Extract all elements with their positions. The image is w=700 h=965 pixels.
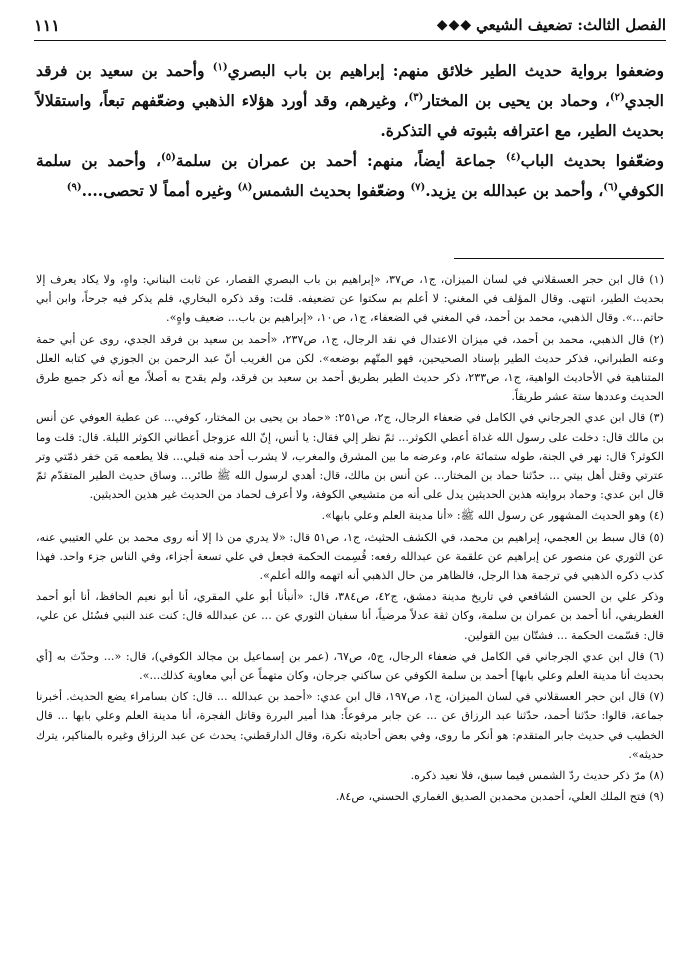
footnote-ref[interactable]: (٧) bbox=[410, 181, 426, 193]
body-text: جماعة أيضاً، منهم: أحمد بن عمران بن سلمة bbox=[175, 151, 506, 170]
footnote-ref[interactable]: (٤) bbox=[505, 151, 521, 163]
main-text bbox=[36, 56, 664, 206]
footnote-item: (٨) مرّ ذكر حديث ردّ الشمس فيما سبق، فلا نعيد ذكره. bbox=[410, 769, 664, 783]
footnote-item: (٩) فتح الملك العلي، أحمدبن محمدبن الصديق الغماري الحسني، ص٨٤. bbox=[335, 790, 664, 804]
body-text: وضعفوا برواية حديث الطير خلائق منهم: إبراهيم بن باب البصري bbox=[227, 61, 664, 80]
body-text: ، وأحمد بن سلمة الكوفي bbox=[36, 151, 664, 200]
footnote-divider bbox=[454, 258, 664, 259]
footnote-ref[interactable]: (٢) bbox=[609, 91, 625, 103]
body-text: وأحمد بن سعيد بن فرقد الجدي bbox=[36, 61, 664, 110]
footnote-item: (٢) قال الذهبي، محمد بن أحمد، في ميزان الاعتدال في نقد الرجال، ج١، ص٢٣٧، «أحمد بن سعيد بن فرقد الجدي، روى عن أبي حمة وعنه الطبراني، فذكر حديث الطير بإسناد الصحيحين، فهو المتّهم بوضعه». لكن من الغريب أنّ عبد الرحمن بن الجوزي في كتابه العلل المتناهية في الأحاديث الواهية، ج١، ص٢٣٣، ذكر حديث الطير بطريق أحمد بن سعيد بن فرقد، ولم يقدح به أصلاً، مع أنه ذكر جميع طرق الحديث وعددها ستة عشر طريقاً. bbox=[36, 332, 664, 404]
page-number: ١١١ bbox=[34, 15, 60, 35]
footnote-item: (١) قال ابن حجر العسقلاني في لسان الميزان، ج١، ص٣٧، «إبراهيم بن باب البصري القصار، عن ثابت البناني: واهٍ، ولا يكاد يعرف إلا بحديث الطير، انتهى. وقال المؤلف في المغني: لا أعلم بم سكتوا عن تضعيفه. قلت: وقد ذكره البخاري، فلم يذكر فيه جرحاً، وابن أبي حاتم...». وقال الذهبي، محمد بن أحمد، في المغني في الضعفاء، ج١، ص١٠، «إبراهيم بن باب... ضعيف واهٍ». bbox=[36, 273, 664, 325]
running-header bbox=[34, 10, 666, 41]
footnote-ref[interactable]: (٥) bbox=[161, 151, 176, 163]
chapter-title-text: الفصل الثالث: تضعيف الشيعي bbox=[476, 16, 666, 34]
diamond-ornament-icon: ◆◆◆ bbox=[436, 17, 473, 33]
footnote-item: (٥) قال سبط بن العجمي، إبراهيم بن محمد، في الكشف الحثيث، ج١، ص٥١ قال: «لا يدري من ذا إلا أنه روى محمد بن علي العتيبي عنه، عن الثوري عن منصور عن إبراهيم عن علقمة عن عبدالله رفعه: قُسِمت الحكمة فجعل في علي تسعة أجزاء، وفي الناس جزء واحد. فهذا كذب ذكره الذهبي في ترجمة هذا الرجل، فالظاهر من حال الذهبي أنه اتهمه والله أعلم». bbox=[36, 530, 664, 583]
footnote-ref[interactable]: (٨) bbox=[237, 181, 253, 193]
footnote-item: (٧) قال ابن حجر العسقلاني في لسان الميزان، ج١، ص١٩٧، قال ابن عدي: «أحمد بن عبدالله ... قال: كان بسامراء يضع الحديث. أخبرنا جماعة، قالوا: حدّثنا أحمد، حدّثنا عبد الرزاق عن ... عن جابر مرفوعاً: هذا أمير البررة وقاتل الفجرة، أنا مدينة العلم وعلي بابها ... قال الخطيب في حديث جابر المتقدم: هو أنكر ما روى، وفي بعض أحاديثه نكرة، وقال الدارقطني: يحدث عن عبد الرزاق وغيره بالمناكير، يترك حديثه». bbox=[36, 690, 664, 761]
footnote-ref[interactable]: (١) bbox=[212, 61, 228, 73]
footnote-item: (٤) وهو الحديث المشهور عن رسول الله ﷺ: «أنا مدينة العلم وعلي بابها». bbox=[321, 509, 664, 523]
footnote-ref[interactable]: (٣) bbox=[408, 91, 424, 103]
footnote-item: (٣) قال ابن عدي الجرجاني في الكامل في ضعفاء الرجال، ج٢، ص٢٥١: «حماد بن يحيى بن المختار، كوفي... عن عطية العوفي عن أنس بن مالك قال: دخلت على رسول الله غداة أعطي الكوثر... ثمّ نظر إلي فقال: يا أنس، إنّ الله عزوجل أعطاني الكوثر الليلة. قال: قلت وما الكوثر؟ قال: نهر في الجنة، طوله ستمائة عام، وعرضه ما بين المشرق والمغرب، لا يشرب أحد منه قبلي... فلا يطعمه مَن خفر ذمّتي وتر عترتي وقتل أهل بيتي ... حدّثنا حماد بن المختار... عن أنس بن مالك، قال: أهدي لرسول الله ﷺ طائر... وساق حديث الطير المتقدّم ثمّ قال ابن عدي: وحماد بروايته هذين الحديثين يدل على أنه من متشيعي الكوفة، ولا أعرف لحماد من الحديث غير هذين الحديثين. bbox=[36, 411, 664, 502]
body-paragraph bbox=[36, 146, 664, 206]
body-text: وغيره أمماً لا تحصى.... bbox=[81, 181, 238, 200]
footnote-item: وذكر علي بن الحسن الشافعي في تاريخ مدينة دمشق، ج٤٢، ص٣٨٤، قال: «أنبأنا أبو علي المقري، أنا أبو نعيم الحافظ، أنا أبو أحمد الغطريفي، أنا أحمد بن عمران بن سلمة، وكان ثقة عدلاً مرضياً، أنا سفيان الثوري عن ... عن عبدالله قال: كنت عند النبي فسُئل عن علي، قال: قسّمت الحكمة ... فشتّان بين القولين. bbox=[36, 590, 664, 642]
body-paragraph bbox=[36, 56, 664, 146]
chapter-title bbox=[437, 16, 666, 34]
body-text: ، وحماد بن يحيى بن المختار bbox=[423, 91, 610, 110]
footnote-ref[interactable]: (٦) bbox=[603, 181, 619, 193]
body-text: ، وغيرهم، وقد أورد هؤلاء الذهبي وضعّفهم تبعاً، واستقلالاً بحديث الطير، مع اعترافه بثبوته في التذكرة. bbox=[36, 91, 664, 140]
body-text: وضعّفوا بحديث الشمس bbox=[252, 181, 411, 200]
footnotes bbox=[36, 270, 664, 808]
body-text: وضعّفوا بحديث الباب bbox=[520, 151, 664, 170]
body-text: ، وأحمد بن عبدالله بن يزيد. bbox=[425, 181, 604, 200]
footnote-ref[interactable]: (٩) bbox=[66, 181, 82, 193]
footnote-item: (٦) قال ابن عدي الجرجاني في الكامل في ضعفاء الرجال، ج٥، ص٦٧، (عمر بن إسماعيل بن مجالد الكوفي)، قال: «... وحدّث به [أي بحديث أنا مدينة العلم وعلي بابها] أحمد بن سلمة الكوفي عن ساكني جرجان، وكان متهماً عن أبي معاوية كذلك...». bbox=[36, 649, 664, 683]
